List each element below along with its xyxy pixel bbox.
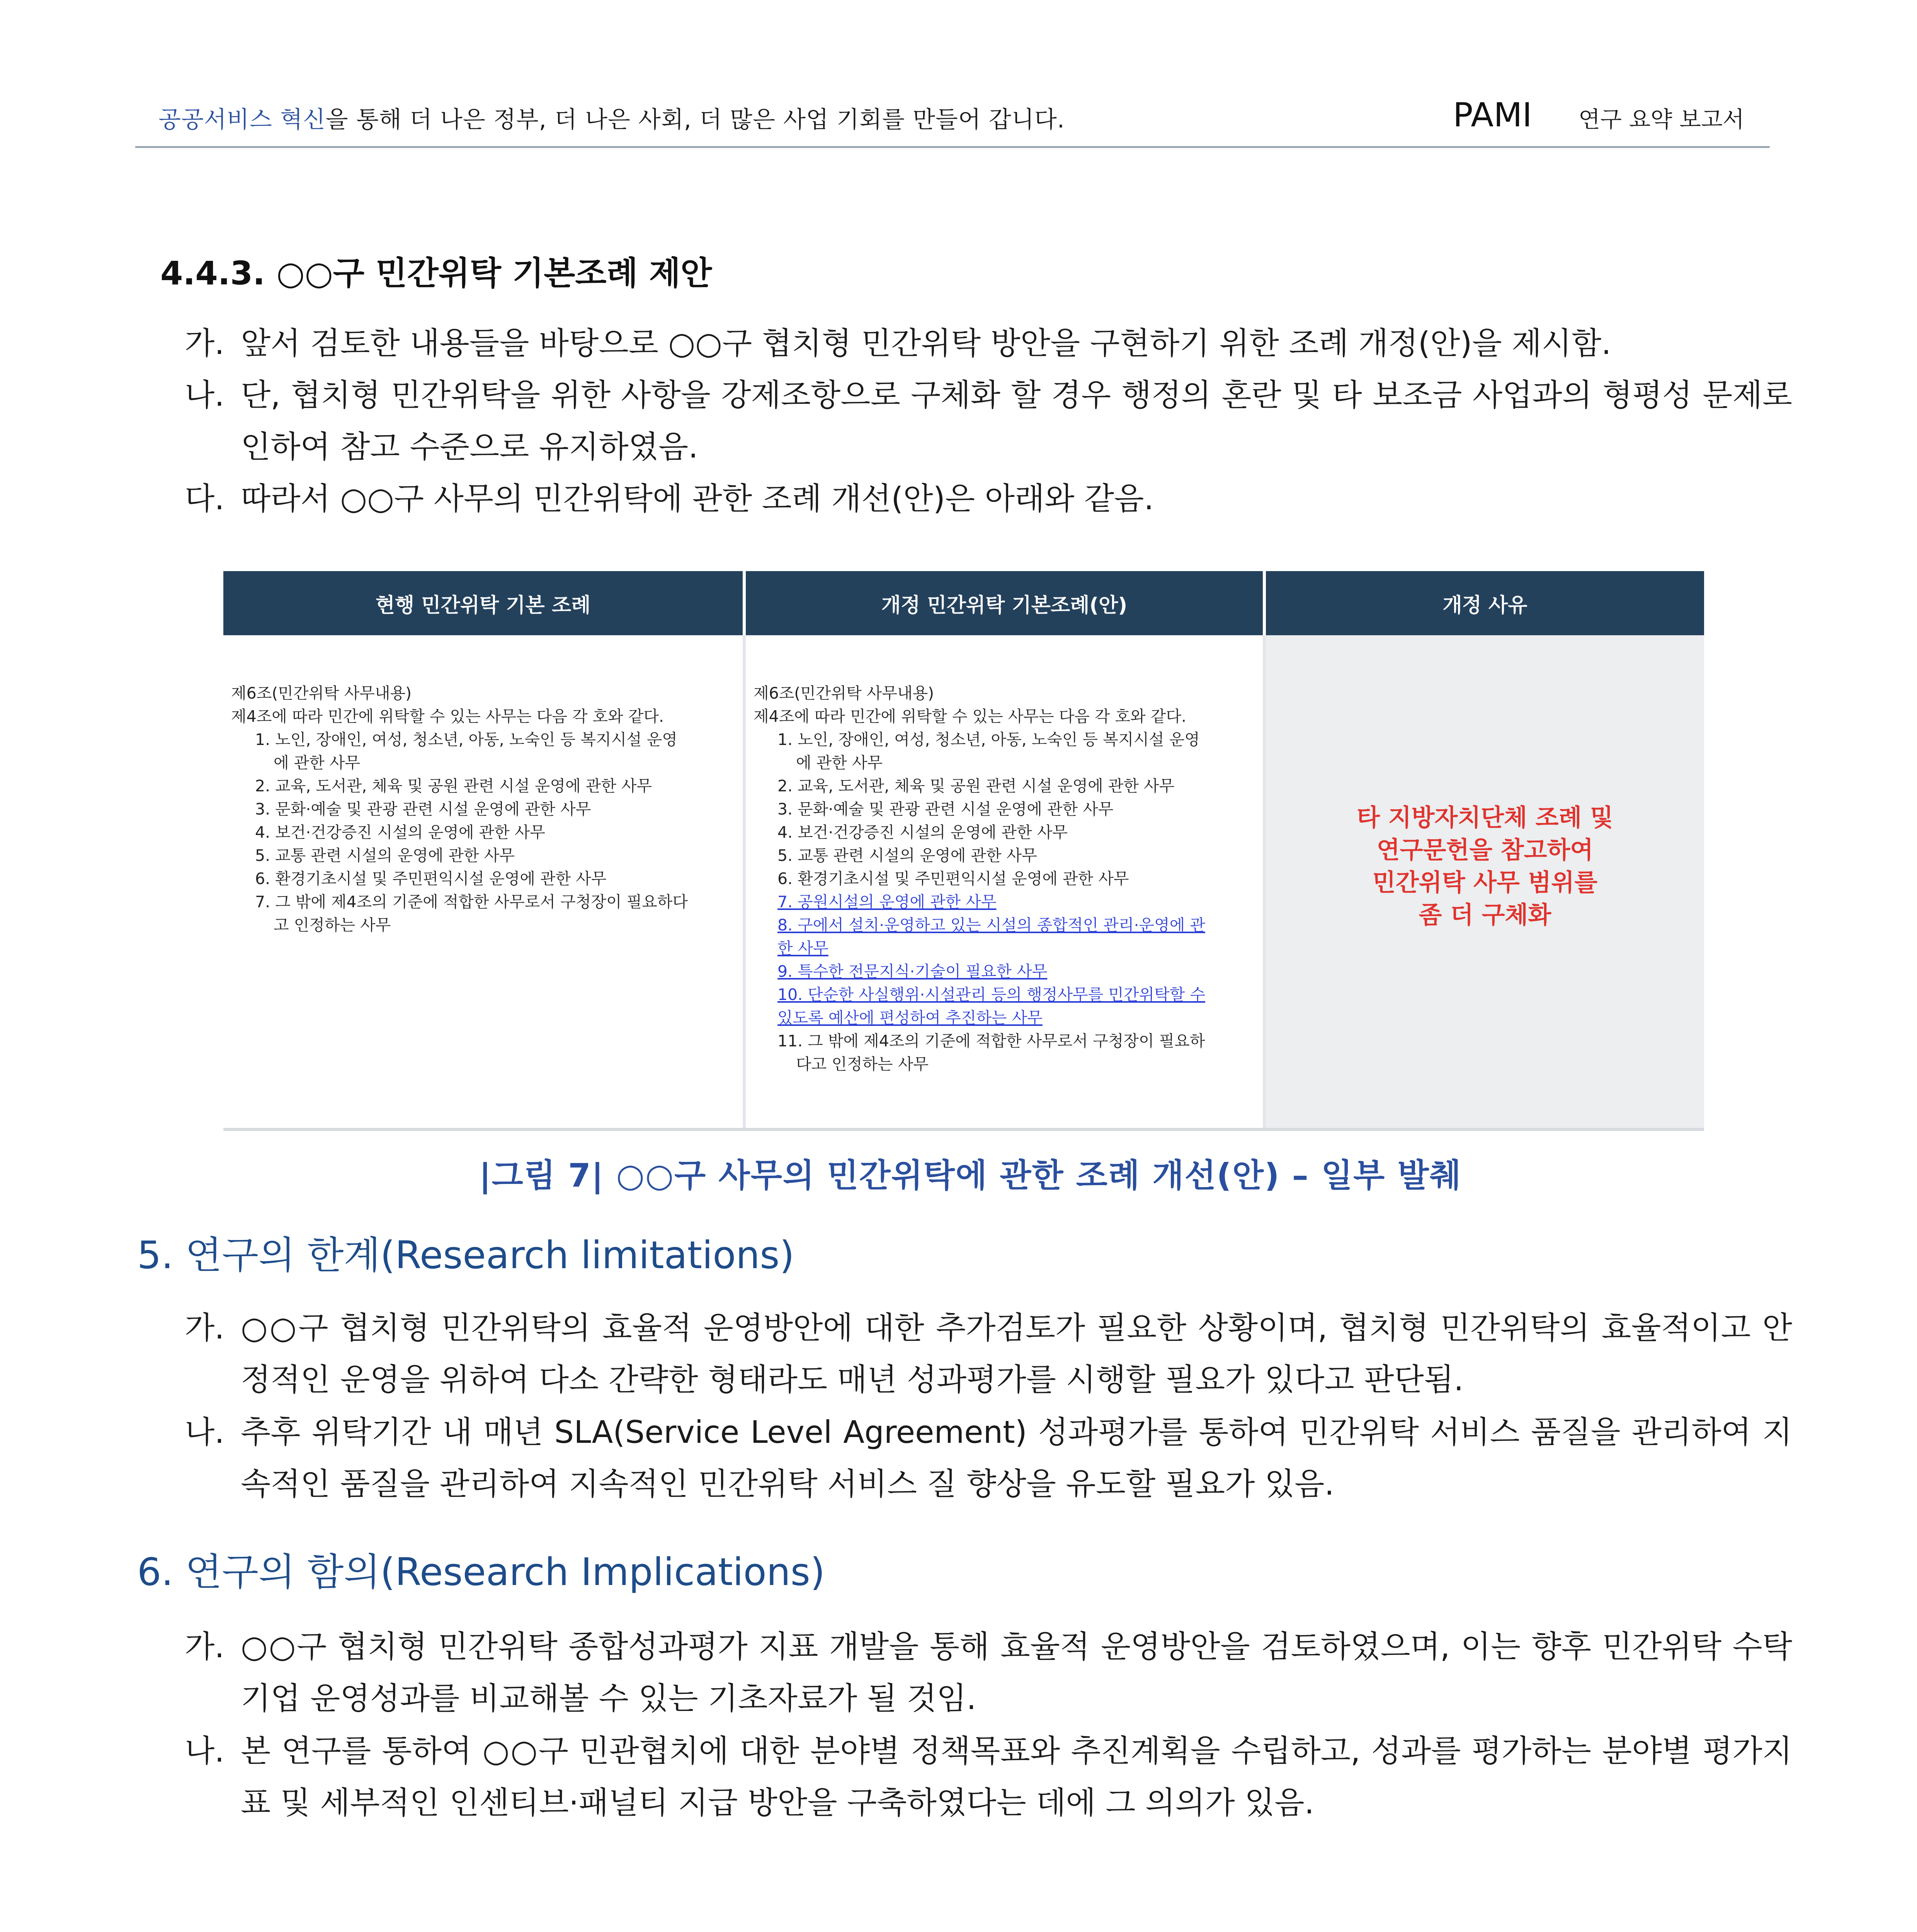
figure-column-divider: [1263, 635, 1266, 1128]
section-6-item-2: [185, 1725, 1792, 1829]
header-slogan: [158, 101, 1065, 134]
revision-reason-text: [1266, 801, 1704, 931]
revised-line: 11. 그 밖에 제4조의 기준에 적합한 사무로서 구청장이 필요하: [777, 1032, 1205, 1050]
figure-header-reason: 개정 사유: [1266, 571, 1704, 635]
revised-line: 5. 교통 관련 시설의 운영에 관한 사무: [777, 846, 1037, 865]
revised-line: 1. 노인, 장애인, 여성, 청소년, 아동, 노숙인 등 복지시설 운영: [777, 730, 1200, 749]
item-text: ○○구 협치형 민간위탁 종합성과평가 지표 개발을 통해 효율적 운영방안을 검토하였으며, 이는 향후 민간위탁 수탁기업 운영성과를 비교해볼 수 있는 기초자료가 될 것임.: [241, 1629, 1792, 1716]
current-line: 5. 교통 관련 시설의 운영에 관한 사무: [255, 846, 515, 865]
item-label: 나.: [185, 1414, 225, 1450]
item-label: 나.: [185, 377, 225, 413]
figure-column-revised: [746, 635, 1263, 1128]
revised-new-line: 있도록 예산에 편성하여 추진하는 사무: [777, 1009, 1043, 1027]
current-line: 제4조에 따라 민간에 위탁할 수 있는 사무는 다음 각 호와 같다.: [231, 707, 664, 726]
section-6-item-1: [185, 1621, 1792, 1725]
item-label: 가.: [185, 325, 225, 361]
item-text: ○○구 협치형 민간위탁의 효율적 운영방안에 대한 추가검토가 필요한 상황이며, 협치형 민간위탁의 효율적이고 안정적인 운영을 위하여 다소 간략한 형태라도 매년 성과평가를 시행할 필요가 있다고 판단됨.: [241, 1310, 1792, 1398]
item-text: 앞서 검토한 내용들을 바탕으로 ○○구 협치형 민간위탁 방안을 구현하기 위한 조례 개정(안)을 제시함.: [241, 325, 1611, 361]
revised-line: 3. 문화·예술 및 관광 관련 시설 운영에 관한 사무: [777, 800, 1114, 818]
current-line: 제6조(민간위탁 사무내용): [231, 684, 412, 702]
revised-new-line: 10. 단순한 사실행위·시설관리 등의 행정사무를 민간위탁할 수: [777, 985, 1205, 1004]
current-line: 3. 문화·예술 및 관광 관련 시설 운영에 관한 사무: [255, 800, 591, 818]
current-line: 에 관한 사무: [274, 753, 361, 772]
item-text: 단, 협치형 민간위탁을 위한 사항을 강제조항으로 구체화 할 경우 행정의 혼란 및 타 보조금 사업과의 형평성 문제로 인하여 참고 수준으로 유지하였음.: [241, 377, 1792, 465]
revised-line: 4. 보건·건강증진 시설의 운영에 관한 사무: [777, 823, 1068, 842]
figure-caption: |그림 7| ○○구 사무의 민간위탁에 관한 조례 개선(안) – 일부 발췌: [479, 1156, 1462, 1194]
item-label: 가.: [185, 1629, 225, 1665]
item-text: 추후 위탁기간 내 매년 SLA(Service Level Agreement) 성과평가를 통하여 민간위탁 서비스 품질을 관리하여 지속적인 품질을 관리하여 지속적인 민간위탁 서비스 질 향상을 유도할 필요가 있음.: [241, 1414, 1792, 1502]
revised-new-line: 9. 특수한 전문지식·기술이 필요한 사무: [777, 962, 1048, 981]
item-text: 본 연구를 통하여 ○○구 민관협치에 대한 분야별 정책목표와 추진계획을 수립하고, 성과를 평가하는 분야별 평가지표 및 세부적인 인센티브·패널티 지급 방안을 구축하였다는 데에 그 의의가 있음.: [241, 1733, 1792, 1821]
section-443-title: 4.4.3. ○○구 민간위탁 기본조례 제안: [160, 254, 712, 292]
revised-new-line: 8. 구에서 설치·운영하고 있는 시설의 종합적인 관리·운영에 관: [777, 916, 1205, 934]
section-443-item-1: [185, 318, 1792, 369]
item-label: 나.: [185, 1733, 225, 1769]
section-6-title: 6. 연구의 함의(Research Implications): [137, 1550, 825, 1594]
revised-line: 에 관한 사무: [796, 753, 883, 772]
section-5-item-1: [185, 1302, 1792, 1406]
current-line: 고 인정하는 사무: [274, 916, 391, 934]
figure-column-current: [223, 635, 743, 1128]
item-text: 따라서 ○○구 사무의 민간위탁에 관한 조례 개선(안)은 아래와 같음.: [241, 481, 1154, 517]
reason-line: 좀 더 구체화: [1419, 901, 1551, 929]
reason-line: 연구문헌을 참고하여: [1376, 836, 1594, 864]
revised-new-line: 7. 공원시설의 운영에 관한 사무: [777, 893, 997, 911]
current-line: 7. 그 밖에 제4조의 기준에 적합한 사무로서 구청장이 필요하다: [255, 893, 688, 911]
section-443-item-2: [185, 369, 1792, 473]
figure-header-revised: 개정 민간위탁 기본조례(안): [746, 571, 1263, 635]
ordinance-comparison-figure: [223, 571, 1704, 1133]
current-line: 4. 보건·건강증진 시설의 운영에 관한 사무: [255, 823, 546, 842]
current-line: 6. 환경기초시설 및 주민편익시설 운영에 관한 사무: [255, 869, 607, 888]
figure-column-divider: [743, 635, 746, 1128]
revised-new-line: 한 사무: [777, 939, 828, 957]
current-line: 2. 교육, 도서관, 체육 및 공원 관련 시설 운영에 관한 사무: [255, 777, 652, 795]
header-divider: [135, 146, 1770, 148]
item-label: 가.: [185, 1310, 225, 1346]
header-brand: PAMI: [1453, 96, 1532, 134]
header-doc-type: 연구 요약 보고서: [1579, 106, 1745, 133]
item-label: 다.: [185, 481, 225, 517]
figure-column-reason: [1266, 635, 1704, 1128]
section-443-item-3: [185, 473, 1792, 525]
section-5-item-2: [185, 1406, 1792, 1510]
figure-header-current: 현행 민간위탁 기본 조례: [223, 571, 743, 635]
revised-line: 2. 교육, 도서관, 체육 및 공원 관련 시설 운영에 관한 사무: [777, 777, 1175, 795]
revised-line: 다고 인정하는 사무: [796, 1055, 929, 1073]
revised-line: 제4조에 따라 민간에 위탁할 수 있는 사무는 다음 각 호와 같다.: [754, 707, 1186, 726]
current-line: 1. 노인, 장애인, 여성, 청소년, 아동, 노숙인 등 복지시설 운영: [255, 730, 677, 749]
revised-line: 제6조(민간위탁 사무내용): [754, 684, 934, 702]
section-5-title: 5. 연구의 한계(Research limitations): [137, 1233, 794, 1277]
reason-line: 민간위탁 사무 범위를: [1372, 868, 1598, 896]
reason-line: 타 지방자치단체 조례 및: [1357, 803, 1613, 832]
revised-line: 6. 환경기초시설 및 주민편익시설 운영에 관한 사무: [777, 869, 1129, 888]
figure-bottom-rule: [223, 1128, 1704, 1131]
header-slogan-highlight: 공공서비스 혁신: [158, 106, 326, 133]
header-slogan-text: 을 통해 더 나은 정부, 더 나은 사회, 더 많은 사업 기회를 만들어 갑니다.: [325, 106, 1065, 133]
